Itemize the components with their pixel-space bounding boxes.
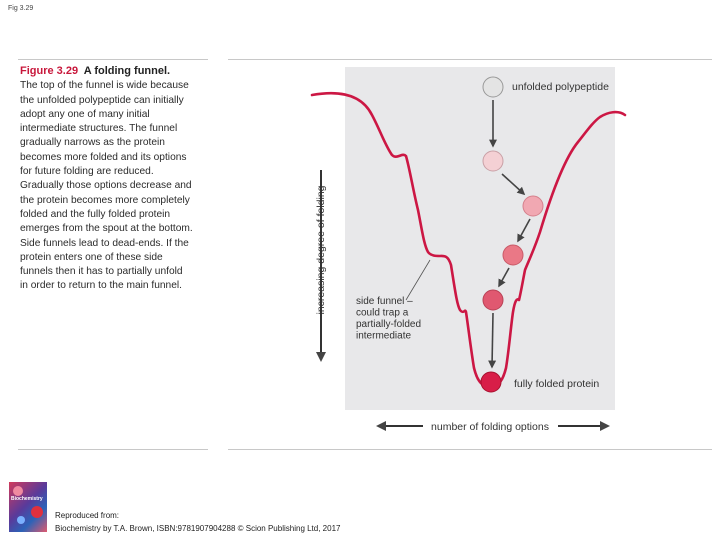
caption-body [20,79,220,293]
caption-line: the protein becomes more completely [20,194,190,206]
caption-line: Gradually those options decrease and [20,180,192,192]
bottom-rule-right [228,449,712,450]
credit-block [55,509,340,535]
fully-folded-protein-circle [481,372,501,392]
caption-line: protein enters one of these side [20,251,163,263]
side-funnel-line-3: partially-folded [356,319,422,330]
intermediate-circle-2 [523,196,543,216]
credit-line-2: Biochemistry by T.A. Brown, ISBN:9781907904288 © Scion Publishing Ltd, 2017 [55,524,341,533]
unfolded-polypeptide-circle [483,77,503,97]
label-unfolded-polypeptide: unfolded polypeptide [512,81,609,93]
side-funnel-line-4: intermediate [356,330,412,342]
cover-dot [13,486,23,496]
book-cover-thumbnail [9,482,47,532]
figure-number: Figure 3.29 [20,65,79,77]
side-funnel-line-1: side funnel – [356,296,413,307]
folding-arrow-5 [492,313,493,367]
y-axis-label: increasing degree of folding [315,185,327,315]
figure-title: A folding funnel. [83,65,171,77]
figure-caption [20,64,220,294]
diagram-panel [345,67,615,410]
caption-line: funnels then it has to partially unfold [20,266,183,278]
caption-line: becomes more folded and its options [20,151,187,163]
label-fully-folded-protein: fully folded protein [514,378,600,390]
caption-line: folded and the fully folded protein [20,208,171,220]
bottom-rule-left [18,449,208,450]
caption-heading [20,64,220,79]
x-axis-label: number of folding options [431,421,549,433]
side-funnel-line-2: could trap a [356,307,409,319]
caption-line: adopt any one of many initial [20,108,150,120]
cover-dot [17,516,25,524]
caption-line: Side funnels lead to dead-ends. If the [20,237,189,249]
credit-line-1: Reproduced from: [55,511,120,520]
caption-line: in order to return to the main funnel. [20,280,182,292]
caption-line: The top of the funnel is wide because [20,80,189,92]
book-cover-title: Biochemistry [11,496,43,502]
caption-line: intermediate structures. The funnel [20,123,178,135]
slide-label: Fig 3.29 [8,5,34,12]
caption-line: gradually narrows as the protein [20,137,165,149]
intermediate-circle-3 [503,245,523,265]
caption-line: for future folding are reduced. [20,166,154,178]
cover-dot [31,506,43,518]
top-rule-left [18,59,208,60]
intermediate-circle-4 [483,290,503,310]
folding-funnel-diagram [300,60,630,445]
caption-line: the unfolded polypeptide can initially [20,94,184,106]
caption-line: emerges from the spout at the bottom. [20,223,193,235]
intermediate-circle-1 [483,151,503,171]
